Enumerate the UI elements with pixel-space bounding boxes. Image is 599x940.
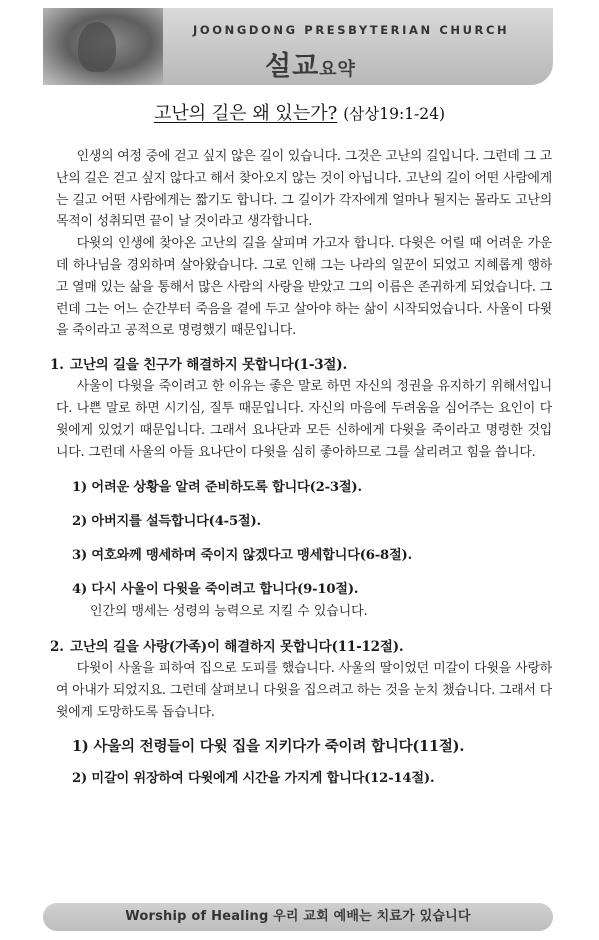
praying-person-image: [43, 8, 163, 85]
section-1-body: 사울이 다윗을 죽이려고 한 이유는 좋은 말로 하면 자신의 정권을 유지하기 위해서입니다. 나쁜 말로 하면 시기심, 질투 때문입니다. 자신의 마음에 두려움을 심어주는 요인이 다윗에게 있었기 때문입니다. 그래서 요나단과 모든 신하에게 다윗을 죽이라고 명령한 것입니다. 그런데 사울의 아들 요나단이 다윗을 심히 좋아하므로 그를 살리려고 힘을 씁니다.: [56, 379, 552, 460]
title-main: 설교: [265, 51, 320, 82]
section-2-body: 다윗이 사울을 피하여 집으로 도피를 했습니다. 사울의 딸이었던 미갈이 다윗을 사랑하여 아내가 되었지요. 그런데 살펴보니 다윗을 집으려고 하는 것을 눈치 챘습니다. 그래서 다윗에게 도망하도록 돕습니다.: [56, 661, 552, 720]
section-2-heading: 2. 고난의 길을 사랑(가족)이 해결하지 못합니다(11-12절).: [50, 639, 404, 656]
header-banner: [43, 8, 553, 85]
intro-paragraph-2: 다윗의 인생에 찾아온 고난의 길을 살피며 가고자 합니다. 다윗은 어릴 때 어려운 가운데 하나님을 경외하며 살아왔습니다. 그로 인해 그는 나라의 일꾼이 되었고 지혜롭게 행하고 열매 있는 삶을 통해서 많은 사람의 사랑을 받았고 그의 이름은 존귀하게 되었습니다. 그런데 그는 어느 순간부터 죽음을 곁에 두고 살아야 하는 삶이 시작되었습니다. 사울이 다윗을 죽이라고 공적으로 명령했기 때문입니다.: [56, 236, 552, 339]
scripture-reference: (삼상19:1-24): [343, 105, 446, 123]
section-1-heading: 1. 고난의 길을 친구가 해결하지 못합니다(1-3절).: [50, 357, 347, 374]
sermon-title-text: 고난의 길은 왜 있는가?: [153, 103, 338, 124]
section-1-point-1: 1) 어려운 상황을 알려 준비하도록 합니다(2-3절).: [72, 480, 362, 496]
section-2-point-2: 2) 미갈이 위장하여 다윗에게 시간을 가지게 합니다(12-14절).: [72, 770, 435, 786]
church-name: JOONGDONG PRESBYTERIAN CHURCH: [193, 23, 510, 37]
title-small: 요약: [319, 59, 356, 80]
section-1-point-2: 2) 아버지를 설득합니다(4-5절).: [72, 514, 261, 530]
bulletin-section-title: [265, 44, 356, 83]
intro-paragraph-1: 인생의 여정 중에 걷고 싶지 않은 길이 있습니다. 그것은 고난의 길입니다. 그런데 그 고난의 길은 걷고 싶지 않다고 해서 찾아오지 않는 것이 아닙니다. 고난의 길이 어떤 사람에게는 길고 어떤 사람에게는 짧기도 합니다. 그 길이가 각자에게 얼마나 될지는 몰라도 고난의 목적이 성취되면 끝이 날 것이라고 생각합니다.: [56, 149, 552, 230]
section-1-point-3: 3) 여호와께 맹세하며 죽이지 않겠다고 맹세합니다(6-8절).: [72, 548, 412, 564]
sermon-body: [50, 146, 552, 790]
sermon-title: [0, 99, 599, 125]
section-1-note: 인간의 맹세는 성령의 능력으로 지킬 수 있습니다.: [90, 604, 368, 620]
section-2-point-1: 1) 사울의 전령들이 다윗 집을 지키다가 죽이려 합니다(11절).: [72, 737, 465, 755]
footer-banner: Worship of Healing 우리 교회 예배는 치료가 있습니다: [43, 903, 553, 931]
section-1-point-4: 4) 다시 사울이 다윗을 죽이려고 합니다(9-10절).: [72, 582, 359, 598]
